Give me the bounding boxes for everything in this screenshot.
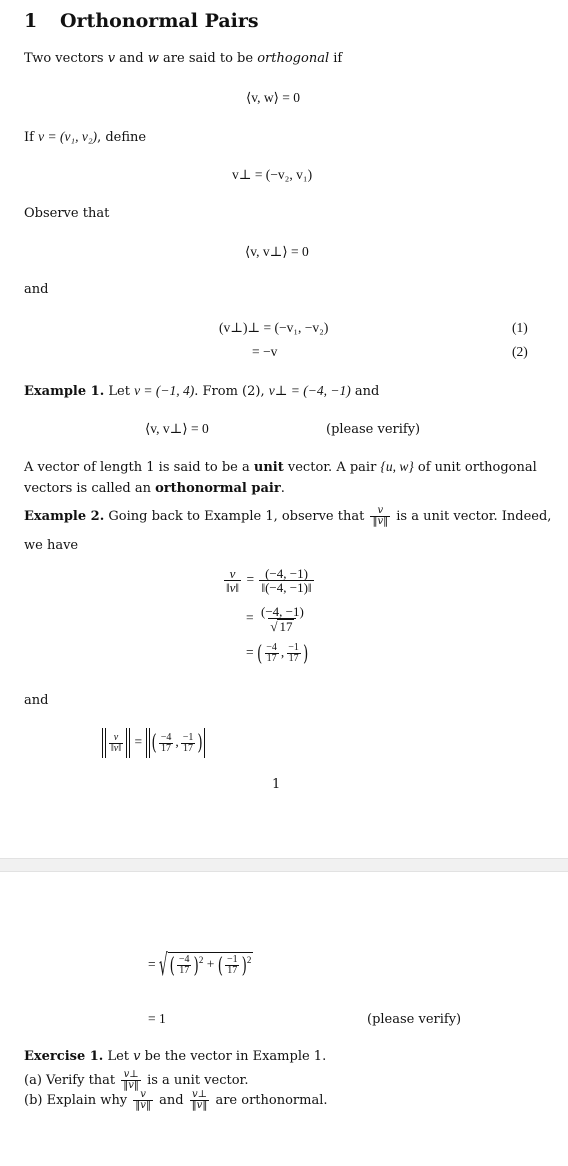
paragraph-orthonormal-pair: [24, 481, 285, 497]
denominator: 17: [227, 965, 238, 976]
denominator: 17: [161, 742, 172, 754]
text: and: [115, 51, 148, 66]
exercise-1: [24, 1049, 326, 1065]
text: Going back to Example 1, observe that: [104, 509, 369, 524]
text: if: [329, 51, 343, 66]
please-verify-note-2: (please verify): [367, 1012, 462, 1027]
text: are orthonormal.: [211, 1093, 328, 1108]
fraction-vector-over-norm: [259, 567, 313, 594]
math-v: v: [107, 51, 116, 66]
denominator: ‖(−4, −1)‖: [261, 580, 312, 595]
equation-tag-2: (2): [512, 344, 528, 359]
math-v: v: [133, 1049, 141, 1064]
denominator: 17: [288, 653, 299, 664]
sqrt-icon: √: [159, 947, 168, 984]
term-unit: unit: [253, 460, 284, 475]
norm-bar-icon: [149, 728, 150, 758]
left-paren-icon: (: [169, 952, 175, 979]
text: are said to be: [158, 51, 258, 66]
math: {u, w}: [380, 459, 414, 474]
sqrt-argument: [168, 952, 254, 979]
equals: =: [246, 610, 254, 626]
equation-inner-product: ⟨v, w⟩ = 0: [246, 90, 301, 105]
paragraph-and: and: [24, 282, 49, 297]
fraction-v-over-norm: [133, 1090, 153, 1111]
numerator: −4: [266, 642, 277, 653]
term-orthonormal-pair: orthonormal pair: [155, 481, 281, 496]
exponent: 2: [198, 955, 204, 966]
page-separator: [0, 858, 568, 872]
fraction-v-over-norm: [224, 567, 241, 594]
paragraph-unit-vector: [24, 459, 537, 476]
equals: =: [246, 571, 255, 587]
equation-example1: ⟨v, v⊥⟩ = 0: [145, 421, 209, 436]
derivation-line-3: [246, 640, 309, 667]
fraction-component-1: [159, 733, 174, 754]
left-paren-icon: (: [151, 730, 157, 756]
math-w: w: [147, 51, 159, 66]
denominator: ‖v‖: [191, 1100, 208, 1111]
numerator: v⊥: [123, 1069, 139, 1080]
denominator: 17: [266, 653, 277, 664]
plus: +: [206, 956, 215, 972]
numerator: (−4, −1): [261, 604, 304, 619]
norm-bar-icon: [102, 728, 103, 758]
numerator: v: [113, 731, 119, 743]
example-label: Example 1.: [24, 384, 105, 399]
numerator: v: [229, 566, 236, 581]
numerator: v⊥: [191, 1089, 208, 1100]
document-page-2: [0, 872, 568, 1166]
left-paren-icon: (: [257, 640, 263, 667]
comma: ,: [175, 734, 179, 750]
equation-v-perp: v⊥ = (−v₂, v₁): [232, 167, 313, 182]
text: and: [350, 384, 380, 399]
exercise-label: Exercise 1.: [24, 1049, 104, 1064]
text: Let: [104, 384, 135, 399]
norm-bar-icon: [129, 728, 130, 758]
page-number: 1: [272, 777, 281, 792]
denominator: ‖v‖: [372, 516, 389, 527]
text: of unit orthogonal: [413, 460, 537, 475]
math-v-components: v = (v₁, v₂): [38, 129, 98, 144]
sqrt-argument: 17: [279, 619, 293, 634]
text: Two vectors: [24, 51, 108, 66]
numerator: (−4, −1): [265, 566, 308, 581]
numerator: v: [377, 505, 384, 516]
example-label: Example 2.: [24, 509, 105, 524]
section-heading: [24, 10, 259, 32]
text: (a) Verify that: [24, 1073, 120, 1088]
text: and: [154, 1093, 188, 1108]
fraction-vector-over-sqrt: [259, 605, 306, 633]
text: If: [24, 130, 39, 145]
right-paren-icon: ): [302, 640, 309, 667]
fraction-component-2: [181, 733, 196, 754]
norm-bar-icon: [204, 728, 205, 758]
fraction-vperp-over-norm: [121, 1070, 141, 1091]
derivation-line-2: [246, 605, 308, 633]
text: be the vector in Example 1.: [140, 1049, 327, 1064]
right-paren-icon: ): [197, 730, 203, 756]
numerator: v: [140, 1089, 146, 1100]
paragraph-observe: Observe that: [24, 206, 110, 221]
fraction-vperp-over-norm: [190, 1090, 210, 1111]
equation-v-vperp: ⟨v, v⊥⟩ = 0: [245, 244, 309, 259]
right-paren-icon: ): [241, 952, 247, 979]
please-verify-note: (please verify): [326, 422, 421, 437]
paragraph-and-2: and: [24, 693, 49, 708]
text: is a unit vector.: [142, 1073, 249, 1088]
section-title: Orthonormal Pairs: [60, 10, 259, 32]
derivation-line-1: [222, 567, 316, 594]
example-2-continued: we have: [24, 538, 79, 553]
norm-bar-icon: [105, 728, 106, 758]
text: . From (2),: [194, 384, 269, 399]
text: vector. A pair: [283, 460, 381, 475]
sqrt-icon: √: [270, 619, 278, 634]
paragraph-orthogonal-definition: [24, 51, 342, 67]
fraction-component-2: [225, 955, 240, 976]
denominator: ‖v‖: [111, 742, 122, 754]
comma: ,: [280, 644, 285, 660]
text: .: [280, 481, 285, 496]
math: v = (−1, 4): [134, 383, 195, 398]
equation-perp-perp-line1: (v⊥)⊥ = (−v₁, −v₂): [219, 320, 329, 335]
paragraph-define: [24, 129, 146, 146]
fraction-component-2: [286, 643, 301, 664]
norm-equation: [101, 728, 206, 758]
numerator: −1: [182, 731, 194, 743]
text: (b) Explain why: [24, 1093, 132, 1108]
left-paren-icon: (: [217, 952, 223, 979]
denominator: ‖v‖: [123, 1080, 139, 1091]
text: Let: [103, 1049, 134, 1064]
text: is a unit vector. Indeed,: [392, 509, 552, 524]
example-2: [24, 506, 551, 527]
equation-tag-1: (1): [512, 320, 528, 335]
math: v⊥ = (−4, −1): [268, 383, 351, 398]
right-paren-icon: ): [193, 952, 199, 979]
result-equals-one: = 1: [148, 1011, 166, 1026]
numerator: −1: [288, 642, 299, 653]
denominator: 17: [179, 965, 190, 976]
fraction-v-over-norm: [370, 506, 390, 527]
norm-bar-icon: [146, 728, 147, 758]
exponent: 2: [246, 955, 252, 966]
equals: =: [134, 734, 143, 750]
sqrt-sum-equation: [148, 947, 253, 984]
numerator: −1: [226, 954, 238, 965]
denominator: [268, 618, 296, 633]
text: A vector of length 1 is said to be a: [24, 460, 254, 475]
equation-perp-perp-line2: = −v: [252, 344, 278, 359]
exercise-1-part-b: [24, 1090, 328, 1111]
text: , define: [97, 130, 147, 145]
denominator: ‖v‖: [135, 1100, 151, 1111]
numerator: −4: [160, 731, 172, 743]
term-orthogonal: orthogonal: [257, 51, 330, 66]
numerator: −4: [178, 954, 190, 965]
norm-bar-icon: [126, 728, 127, 758]
example-1: [24, 383, 379, 400]
denominator: ‖v‖: [226, 580, 240, 595]
denominator: 17: [183, 742, 194, 754]
fraction-component-1: [177, 955, 192, 976]
fraction-component-1: [264, 643, 279, 664]
equals: =: [148, 956, 156, 972]
section-number: 1: [24, 10, 38, 32]
text: vectors is called an: [24, 481, 156, 496]
equals: =: [246, 644, 254, 660]
exercise-1-part-a: [24, 1070, 248, 1091]
fraction-v-over-norm: [109, 733, 123, 754]
